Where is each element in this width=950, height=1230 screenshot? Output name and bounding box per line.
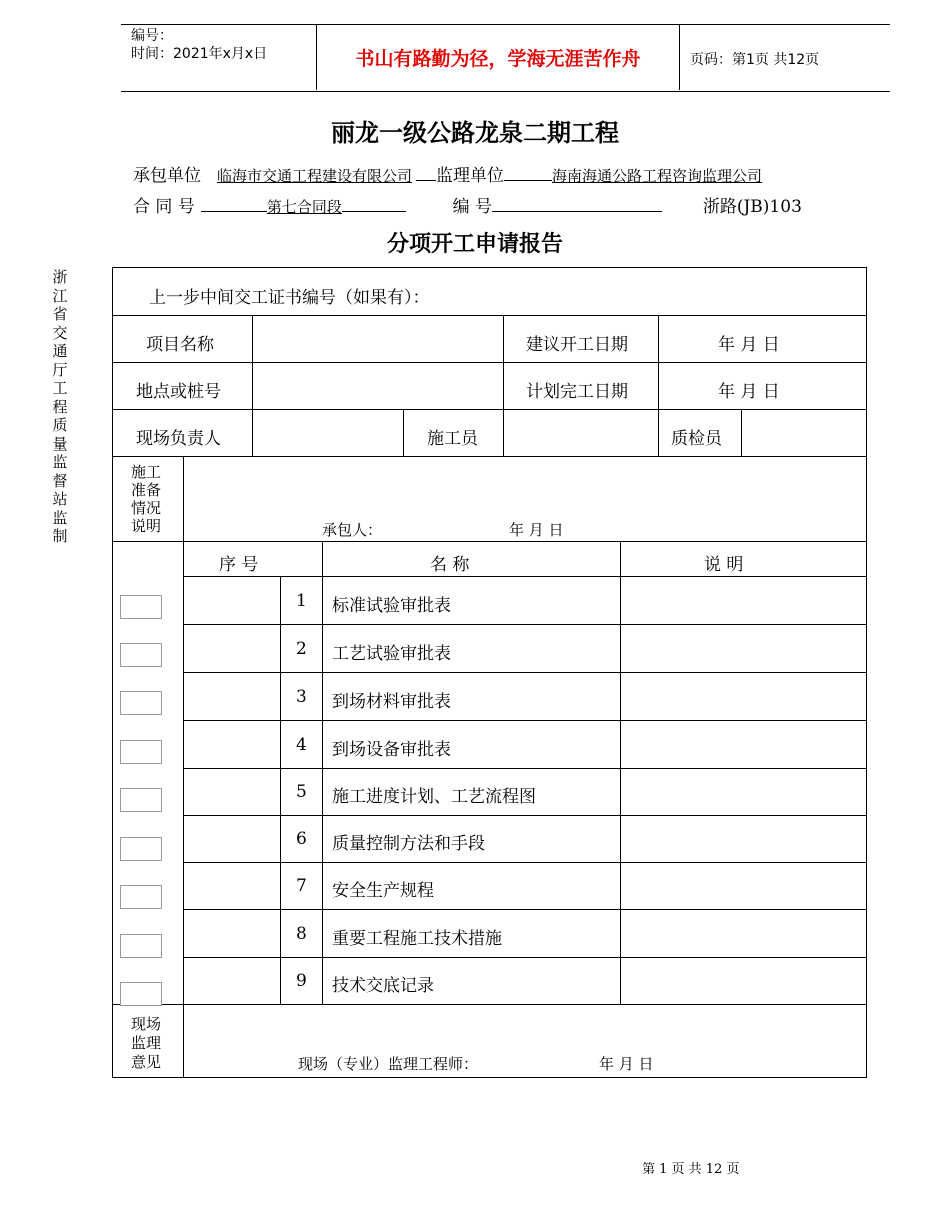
item-name: 到场设备审批表 <box>332 740 451 760</box>
prev-cert-label: 上一步中间交工证书编号（如果有）： <box>149 288 430 308</box>
side-char: 省 <box>52 305 68 323</box>
contractor-label: 承包单位 <box>133 166 201 186</box>
item-checkbox[interactable] <box>120 788 162 812</box>
item-name-label: 项目名称 <box>146 335 214 355</box>
opinion-date: 年 月 日 <box>599 1055 654 1073</box>
constructor-label: 施工员 <box>427 429 478 449</box>
application-form <box>112 267 867 1078</box>
opinion-label: 现场 监理 意见 <box>131 1015 162 1071</box>
side-char: 江 <box>52 286 68 305</box>
proposed-start-date[interactable]: 年 月 日 <box>718 335 780 355</box>
supervisor-value: 海南海通公路工程咨询监理公司 <box>552 167 763 185</box>
item-name: 安全生产规程 <box>332 881 434 901</box>
item-checkbox[interactable] <box>120 837 162 861</box>
item-checkbox[interactable] <box>120 691 162 715</box>
item-no: 6 <box>296 829 307 849</box>
location-label: 地点或桩号 <box>136 382 221 402</box>
item-no: 5 <box>296 782 307 802</box>
contract-line <box>133 192 802 217</box>
side-char: 通 <box>52 342 68 360</box>
side-char: 浙 <box>52 268 68 286</box>
side-char: 质 <box>52 416 68 434</box>
side-stamp-text <box>50 268 70 546</box>
item-name: 标准试验审批表 <box>332 596 451 616</box>
proposed-start-label: 建议开工日期 <box>526 335 628 355</box>
item-name: 重要工程施工技术措施 <box>332 929 502 949</box>
side-char: 厅 <box>52 360 68 379</box>
inspector-label: 质检员 <box>671 429 722 449</box>
item-no: 4 <box>296 735 307 755</box>
item-checkbox[interactable] <box>120 740 162 764</box>
header-time: 时间：2021年x月x日 <box>131 46 268 62</box>
item-name: 到场材料审批表 <box>332 692 451 712</box>
item-name: 质量控制方法和手段 <box>332 834 485 854</box>
site-manager-label: 现场负责人 <box>136 429 221 449</box>
page-footer: 第 1 页 共 12 页 <box>642 1162 740 1177</box>
item-checkbox[interactable] <box>120 643 162 667</box>
side-char: 督 <box>52 471 68 490</box>
number-label: 编 号 <box>452 197 493 217</box>
contractor-line <box>133 161 762 186</box>
header-meta <box>131 27 267 63</box>
project-title: 丽龙一级公路龙泉二期工程 <box>331 119 619 147</box>
contract-label: 合 同 号 <box>133 197 195 217</box>
side-char: 量 <box>52 434 68 453</box>
side-char: 站 <box>52 490 68 508</box>
item-checkbox[interactable] <box>120 982 162 1006</box>
item-no: 7 <box>296 876 307 896</box>
side-char: 交 <box>52 323 68 342</box>
item-checkbox[interactable] <box>120 595 162 619</box>
side-char: 程 <box>52 397 68 416</box>
form-code: 浙路(JB)103 <box>702 197 802 217</box>
side-char: 监 <box>52 453 68 471</box>
item-no: 2 <box>296 639 307 659</box>
prep-label: 施工 准备 情况 说明 <box>131 463 162 535</box>
side-char: 监 <box>52 508 68 527</box>
item-checkbox[interactable] <box>120 885 162 909</box>
col-desc-header: 说 明 <box>704 555 744 575</box>
item-checkbox[interactable] <box>120 934 162 958</box>
contractor-sign-label: 承包人： <box>322 521 383 539</box>
header-slogan: 书山有路勤为径，学海无涯苦作舟 <box>316 24 680 90</box>
item-no: 8 <box>296 924 307 944</box>
col-no-header: 序 号 <box>219 555 259 575</box>
side-char: 工 <box>52 379 68 397</box>
contractor-sign-date: 年 月 日 <box>509 521 564 539</box>
contractor-value: 临海市交通工程建设有限公司 <box>217 167 413 185</box>
form-title: 分项开工申请报告 <box>386 232 563 257</box>
item-name: 工艺试验审批表 <box>332 644 451 664</box>
contract-value: 第七合同段 <box>266 198 342 216</box>
header-page-label: 页码：第1页 共12页 <box>690 52 820 68</box>
supervisor-label: 监理单位 <box>436 166 505 186</box>
item-no: 1 <box>296 591 307 611</box>
item-name: 施工进度计划、工艺流程图 <box>332 787 536 807</box>
col-name-header: 名 称 <box>430 555 470 575</box>
header-number-label: 编号： <box>131 28 173 44</box>
item-no: 3 <box>296 687 307 707</box>
planned-finish-label: 计划完工日期 <box>526 382 628 402</box>
engineer-sign-label: 现场（专业）监理工程师： <box>298 1055 479 1073</box>
item-name: 技术交底记录 <box>332 976 434 996</box>
item-no: 9 <box>296 971 307 991</box>
planned-finish-date[interactable]: 年 月 日 <box>718 382 780 402</box>
side-char: 制 <box>52 527 68 545</box>
